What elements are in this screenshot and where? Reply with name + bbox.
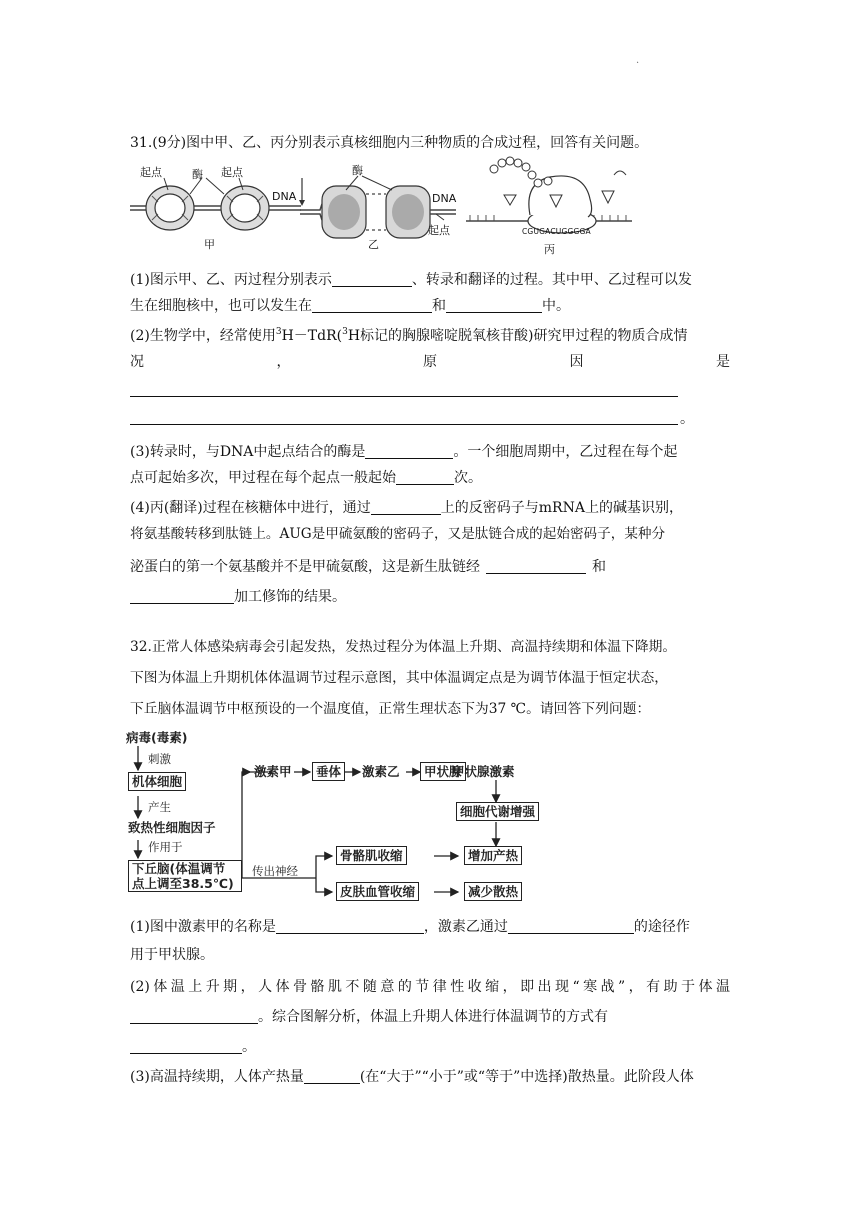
pituitary-box: 垂体 [312, 762, 345, 781]
q31-part2-line1: (2)生物学中，经常使用$^3$H－TdR($^3$H标记的胸腺嘧啶脱氧核苷酸)研究甲过程的物质合成情 [130, 327, 688, 344]
pyrogen-node: 致热性细胞因子 [128, 820, 216, 835]
q31-part1-line2: 生在细胞核中，也可以发生在 和 中。 [130, 298, 570, 314]
bing-codon-sequence: CGUGACUGGGGA [522, 227, 591, 236]
q31-part4-line1: (4)丙(翻译)过程在核糖体中进行，通过 上的反密码子与mRNA上的碱基识别， [130, 500, 683, 516]
q31-part3-line2: 点可起始多次，甲过程在每个起点一般起始 次。 [130, 470, 482, 486]
blank[interactable] [508, 919, 634, 934]
q32-part2-line3: 。 [130, 1038, 730, 1056]
yi-caption: 乙 [368, 238, 379, 251]
q32-part3-line1: (3)高温持续期，人体产热量 (在“大于”“小于”或“等于”中选择)散热量。此阶段人体 [130, 1069, 694, 1085]
efferent-nerve-label: 传出神经 [252, 864, 298, 878]
bing-caption: 丙 [544, 243, 555, 256]
q32-part1-line1: (1)图中激素甲的名称是 ，激素乙通过 的途径作 [130, 919, 690, 935]
figure-jia [128, 160, 303, 250]
produce-label: 产生 [148, 800, 171, 814]
stimulate-label: 刺激 [148, 752, 171, 766]
blank[interactable] [371, 500, 441, 515]
q31-part3-line1: (3)转录时，与DNA中起点结合的酶是 。一个细胞周期中，乙过程在每个起 [130, 444, 678, 460]
yi-origin-label: 起点 [428, 224, 450, 237]
blank[interactable] [130, 1009, 258, 1024]
blank[interactable] [130, 1039, 242, 1054]
skin-vessel-box: 皮肤血管收缩 [336, 882, 419, 901]
q32-intro-line2: 下图为体温上升期机体体温调节过程示意图，其中体温调定点是为调节体温于恒定状态， [130, 670, 669, 686]
thyroid-hormone-node: 甲状腺激素 [452, 764, 515, 779]
blank[interactable] [304, 1069, 360, 1084]
jia-enzyme-label: 酶 [192, 168, 203, 181]
blank[interactable] [396, 470, 454, 485]
yi-dna-label: DNA [432, 192, 457, 205]
q32-part2-line1: (2)体温上升期，人体骨骼肌不随意的节律性收缩，即出现“寒战”，有助于体温 [130, 979, 730, 995]
q32-part1-line2: 用于甲状腺。 [130, 947, 214, 963]
yi-enzyme-label: 酶 [352, 164, 363, 177]
page-marker: · [636, 58, 640, 69]
answer-line[interactable] [130, 396, 678, 397]
jia-origin-label-1: 起点 [140, 166, 162, 179]
q31-part1-line1: (1)图示甲、乙、丙过程分别表示 、转录和翻译的过程。其中甲、乙过程可以发 [130, 272, 692, 288]
q31-part4-line4: 加工修饰的结果。 [130, 588, 730, 606]
figure-bing [464, 155, 634, 255]
hormone-b-node: 激素乙 [362, 764, 400, 779]
virus-node: 病毒(毒素) [126, 730, 188, 745]
blank[interactable] [486, 559, 586, 574]
q31-title: 31.(9分)图中甲、乙、丙分别表示真核细胞内三种物质的合成过程，回答有关问题。 [130, 135, 649, 151]
muscle-box: 骨骼肌收缩 [336, 846, 407, 865]
q31-part4-line3: 泌蛋白的第一个氨基酸并不是甲硫氨酸，这是新生肽链经 和 [130, 559, 606, 575]
blank[interactable] [446, 298, 542, 313]
metabolism-box: 细胞代谢增强 [456, 802, 539, 821]
heat-production-box: 增加产热 [464, 846, 522, 865]
blank[interactable] [365, 444, 453, 459]
jia-origin-label-2: 起点 [221, 166, 243, 179]
act-on-label: 作用于 [148, 840, 183, 854]
blank[interactable] [130, 589, 234, 604]
figure-yi [296, 160, 462, 250]
blank[interactable] [276, 919, 424, 934]
body-cell-box: 机体细胞 [128, 772, 186, 791]
q32-intro-line3: 下丘脑体温调节中枢预设的一个温度值，正常生理状态下为37 ℃。请回答下列问题： [130, 701, 651, 717]
q31-part4-line2: 将氨基酸转移到肽链上。AUG是甲硫氨酸的密码子，又是肽链合成的起始密码子，某种分 [130, 526, 666, 542]
blank[interactable] [332, 272, 412, 287]
blank[interactable] [312, 298, 432, 313]
jia-dna-label: DNA [272, 190, 297, 203]
q31-part2-line2: 况 ， 原 因 是 [130, 354, 730, 370]
q31-part2-end: 。 [680, 411, 694, 427]
jia-caption: 甲 [204, 238, 215, 251]
thermoregulation-flowchart [126, 730, 566, 910]
q32-intro-line1: 32.正常人体感染病毒会引起发热，发热过程分为体温上升期、高温持续期和体温下降期。 [130, 639, 677, 655]
hypothalamus-box: 下丘脑(体温调节 点上调至38.5℃) [128, 860, 242, 892]
thyroid-box: 甲状腺 [420, 762, 466, 781]
heat-loss-box: 减少散热 [464, 882, 522, 901]
hormone-a-node: 激素甲 [254, 764, 292, 779]
answer-line[interactable] [130, 424, 678, 425]
q32-part2-line2: 。综合图解分析，体温上升期人体进行体温调节的方式有 [130, 1008, 730, 1026]
